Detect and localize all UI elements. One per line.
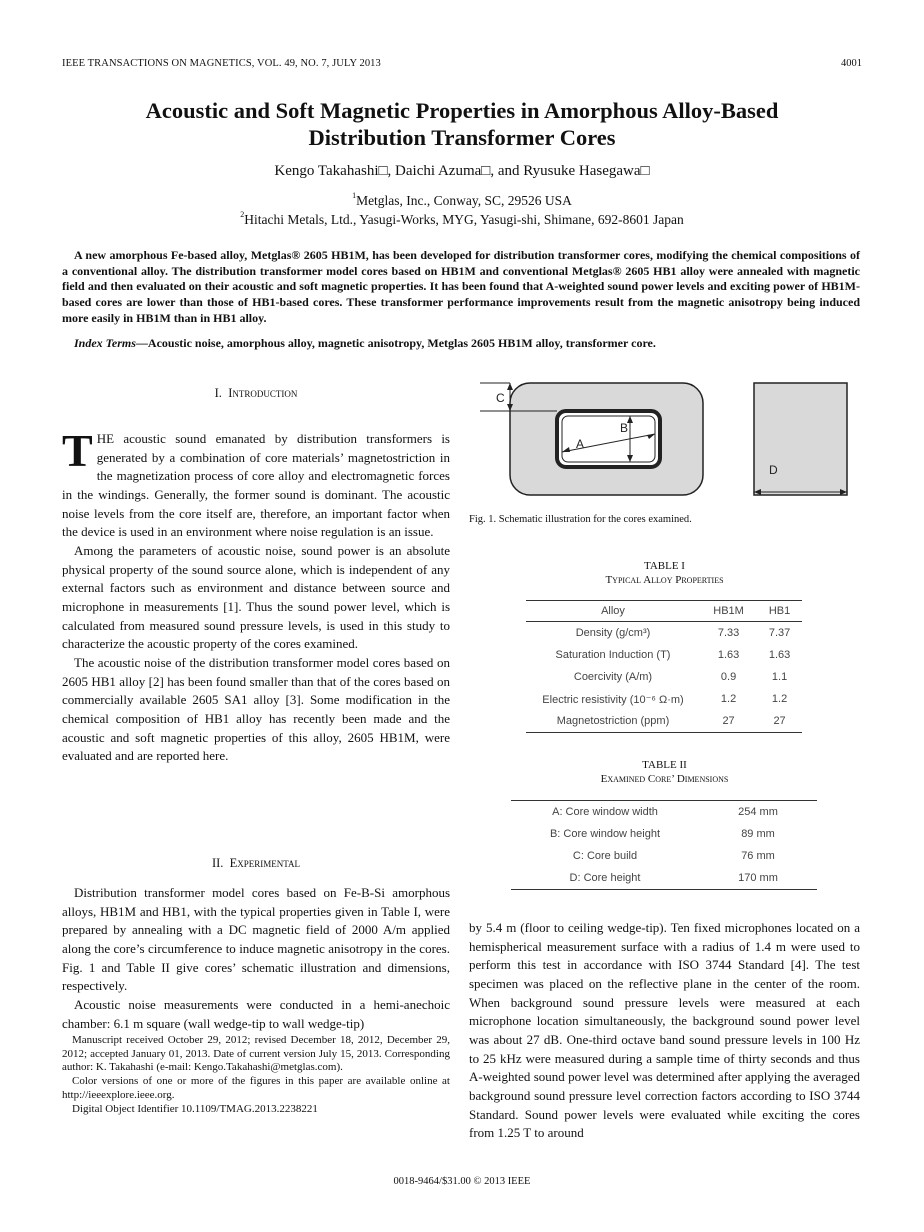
- affiliation-1-text: Metglas, Inc., Conway, SC, 29526 USA: [356, 193, 572, 208]
- table-cell: 27: [757, 710, 802, 733]
- section-heading-experimental: [62, 856, 450, 871]
- authors: Kengo Takahashi□, Daichi Azuma□, and Ryusuke Hasegawa□: [274, 163, 650, 179]
- table-cell: 0.9: [720, 671, 737, 683]
- exp-paragraph-1: Distribution transformer model cores based on Fe-B-Si amorphous alloys, HB1M and HB1, with the typical properties given in Table I, were prepared by annealing with a DC magnetic field of 2000 A/m applied along the core’s circumference to induce magnetic anisotropy in the cores. Fig. 1 and Table II give cores’ schematic illustration and dimensions, respectively.: [62, 885, 450, 994]
- index-terms-label: Index Terms: [74, 336, 136, 350]
- table-2-label: TABLE II: [642, 759, 687, 771]
- table-1-label: TABLE I: [644, 560, 685, 572]
- page-number: 4001: [841, 58, 862, 69]
- table-cell: 1.2: [720, 693, 737, 705]
- footnote-doi: Digital Object Identifier 10.1109/TMAG.2013.2238221: [72, 1102, 318, 1115]
- table-header-cell: HB1M: [700, 601, 757, 622]
- index-terms-text: —Acoustic noise, amorphous alloy, magnetic anisotropy, Metglas 2605 HB1M alloy, transformer core.: [135, 336, 656, 350]
- table-1-caption: [469, 559, 860, 587]
- table-cell: B: Core window height: [549, 828, 661, 840]
- section-heading-introduction: [62, 386, 450, 401]
- table-2-caption: [469, 758, 860, 786]
- table-cell: C: Core build: [572, 850, 638, 862]
- abstract: A new amorphous Fe-based alloy, Metglas® 2605 HB1M, has been developed for distribution transformer cores, modifying the chemical compositions of a conventional alloy. The distribution transformer model cores based on HB1M and conventional Metglas® 2605 HB1 alloy were annealed with magnetic field and then evaluated on their acoustic and soft magnetic properties. It has been found that A-weighted sound power levels and exciting power of HB1M-based cores are lower than those of HB1-based cores. These transformer performance improvements result from the magnetic anisotropy being induced more easily in HB1M than in HB1 alloy.: [62, 248, 860, 325]
- table-row: [526, 688, 802, 710]
- table-cell: 89 mm: [741, 828, 775, 840]
- label-a: A: [576, 437, 585, 451]
- right-column-body: [469, 919, 860, 1143]
- intro-paragraph-3: The acoustic noise of the distribution transformer model cores based on 2605 HB1 alloy [2] has been found smaller than that of the cores based on commercially available 2605 SA1 alloy [3]. Some modification in the chemical composition of HB1 alloy has recently been made and the acoustic and soft magnetic properties of this alloy, 2605 HB1M, were evaluated and are reported here.: [62, 654, 450, 764]
- table-cell: 254 mm: [699, 801, 817, 824]
- section-title: Introduction: [228, 386, 298, 400]
- table-row: [511, 867, 817, 890]
- affiliation-2-text: Hitachi Metals, Ltd., Yasugi-Works, MYG, Yasugi-shi, Shimane, 692-8601 Japan: [244, 212, 684, 227]
- table-cell: Density (g/cm³): [575, 627, 651, 639]
- table-cell: 1.2: [771, 693, 788, 705]
- footnote-color: Color versions of one or more of the figures in this paper are available online at http://ieeexplore.ieee.org.: [62, 1075, 450, 1101]
- table-cell: Electric resistivity (10⁻⁶ Ω·m): [542, 693, 684, 706]
- title-line-2: Distribution Transformer Cores: [308, 125, 616, 150]
- section-title: Experimental: [229, 856, 301, 870]
- intro-paragraph-2: Among the parameters of acoustic noise, sound power is an absolute physical property of the sound source alone, which is independent of any external factors such as environment and distance between source and microphone in measurements [1]. Thus the sound power level, which is calculated from measured sound pressure levels, is used in this study to characterize the acoustic property of the cores examined.: [62, 542, 450, 652]
- table-cell: Magnetostriction (ppm): [526, 710, 700, 733]
- table-row: [526, 710, 802, 733]
- continued-paragraph: by 5.4 m (floor to ceiling wedge-tip). Ten fixed microphones located on a hemispherical measurement surface with a radius of 1.4 m were used to perform this test in accordance with ISO 3744 Standard [4]. The test specimen was placed on the reflective plane in the center of the room. When background sound pressure levels were measured at each microphone location simultaneously, the background sound power level was about 27 dB. One-third octave band sound pressure levels in 100 Hz to 25 kHz were measured during a sample time of thirty seconds and thus A-weighted sound power level was determined after applying the averaged background sound pressure level correction factors according to ISO 3744 Standard. Sound power levels were evaluated while exciting the cores from 1.25 T to around: [469, 920, 860, 1141]
- index-terms: [62, 336, 860, 351]
- affiliation-1-mark: 1: [352, 191, 357, 200]
- exp-paragraph-2: Acoustic noise measurements were conducted in a hemi-anechoic chamber: 6.1 m square (wall wedge-tip to wall wedge-tip): [62, 996, 450, 1031]
- table-cell: 27: [700, 710, 757, 733]
- core-side-view: [754, 383, 847, 495]
- table-cell: 7.37: [768, 627, 791, 639]
- table-cell: D: Core height: [511, 867, 699, 890]
- arrowhead: [507, 383, 513, 390]
- table-cell: 1.1: [771, 671, 788, 683]
- paper-title: [60, 97, 864, 151]
- affiliation-2-mark: 2: [240, 210, 245, 219]
- table-1-title: Typical Alloy Properties: [605, 574, 724, 586]
- core-window: [557, 411, 660, 467]
- table-row: [511, 823, 817, 845]
- label-d: D: [769, 463, 778, 477]
- table-row: [511, 845, 817, 867]
- figure-caption: Fig. 1. Schematic illustration for the cores examined.: [469, 514, 692, 525]
- table-row: [511, 801, 817, 824]
- section-number: I.: [214, 386, 222, 400]
- table-header-cell: HB1: [757, 601, 802, 622]
- table-2-title: Examined Core’ Dimensions: [600, 773, 729, 785]
- introduction-body: [62, 425, 450, 766]
- intro-paragraph-1: [62, 425, 450, 542]
- table-cell: 1.63: [768, 649, 791, 661]
- table-header-row: [526, 601, 802, 622]
- section-number: II.: [211, 856, 224, 870]
- table-cell: 170 mm: [699, 867, 817, 890]
- table-row: [526, 644, 802, 666]
- table-row: [526, 622, 802, 645]
- table-1: [526, 600, 802, 733]
- title-line-1: Acoustic and Soft Magnetic Properties in Amorphous Alloy-Based: [145, 98, 779, 123]
- label-c: C: [496, 391, 505, 405]
- affiliation-2: [60, 212, 864, 228]
- drop-cap: T: [62, 425, 93, 476]
- affiliation-1: [60, 193, 864, 209]
- table-row: [526, 666, 802, 688]
- intro-paragraph-1-text: HE acoustic sound emanated by distribution transformers is generated by a combination of core materials’ magnetostriction in the magnetization process of core alloy and electromagnetic forces in the windings. Generally, the former sound is dominant. The acoustic noise levels from the core itself are, therefore, an important factor when the device is used in an environment where noise regulation is an issue.: [62, 431, 450, 540]
- label-b: B: [620, 421, 629, 435]
- table-cell: Coercivity (A/m): [573, 671, 653, 683]
- core-schematic-figure: [470, 374, 860, 504]
- experimental-body: [62, 884, 450, 1033]
- table-cell: 7.33: [717, 627, 740, 639]
- table-cell: 76 mm: [741, 850, 775, 862]
- table-header-cell: Alloy: [526, 601, 700, 622]
- table-2: [511, 800, 817, 890]
- table-cell: A: Core window width: [511, 801, 699, 824]
- copyright-line: 0018-9464/$31.00 © 2013 IEEE: [393, 1176, 531, 1187]
- journal-header: IEEE TRANSACTIONS ON MAGNETICS, VOL. 49, NO. 7, JULY 2013: [62, 58, 381, 69]
- footnotes: [62, 1034, 450, 1116]
- table-cell: Saturation Induction (T): [555, 649, 671, 661]
- table-cell: 1.63: [717, 649, 740, 661]
- footnote-manuscript: Manuscript received October 29, 2012; revised December 18, 2012, December 29, 2012; accepted January 01, 2013. Date of current version July 15, 2013. Corresponding author: K. Takahashi (e-mail: Kengo.Takahashi@metglas.com).: [62, 1034, 450, 1074]
